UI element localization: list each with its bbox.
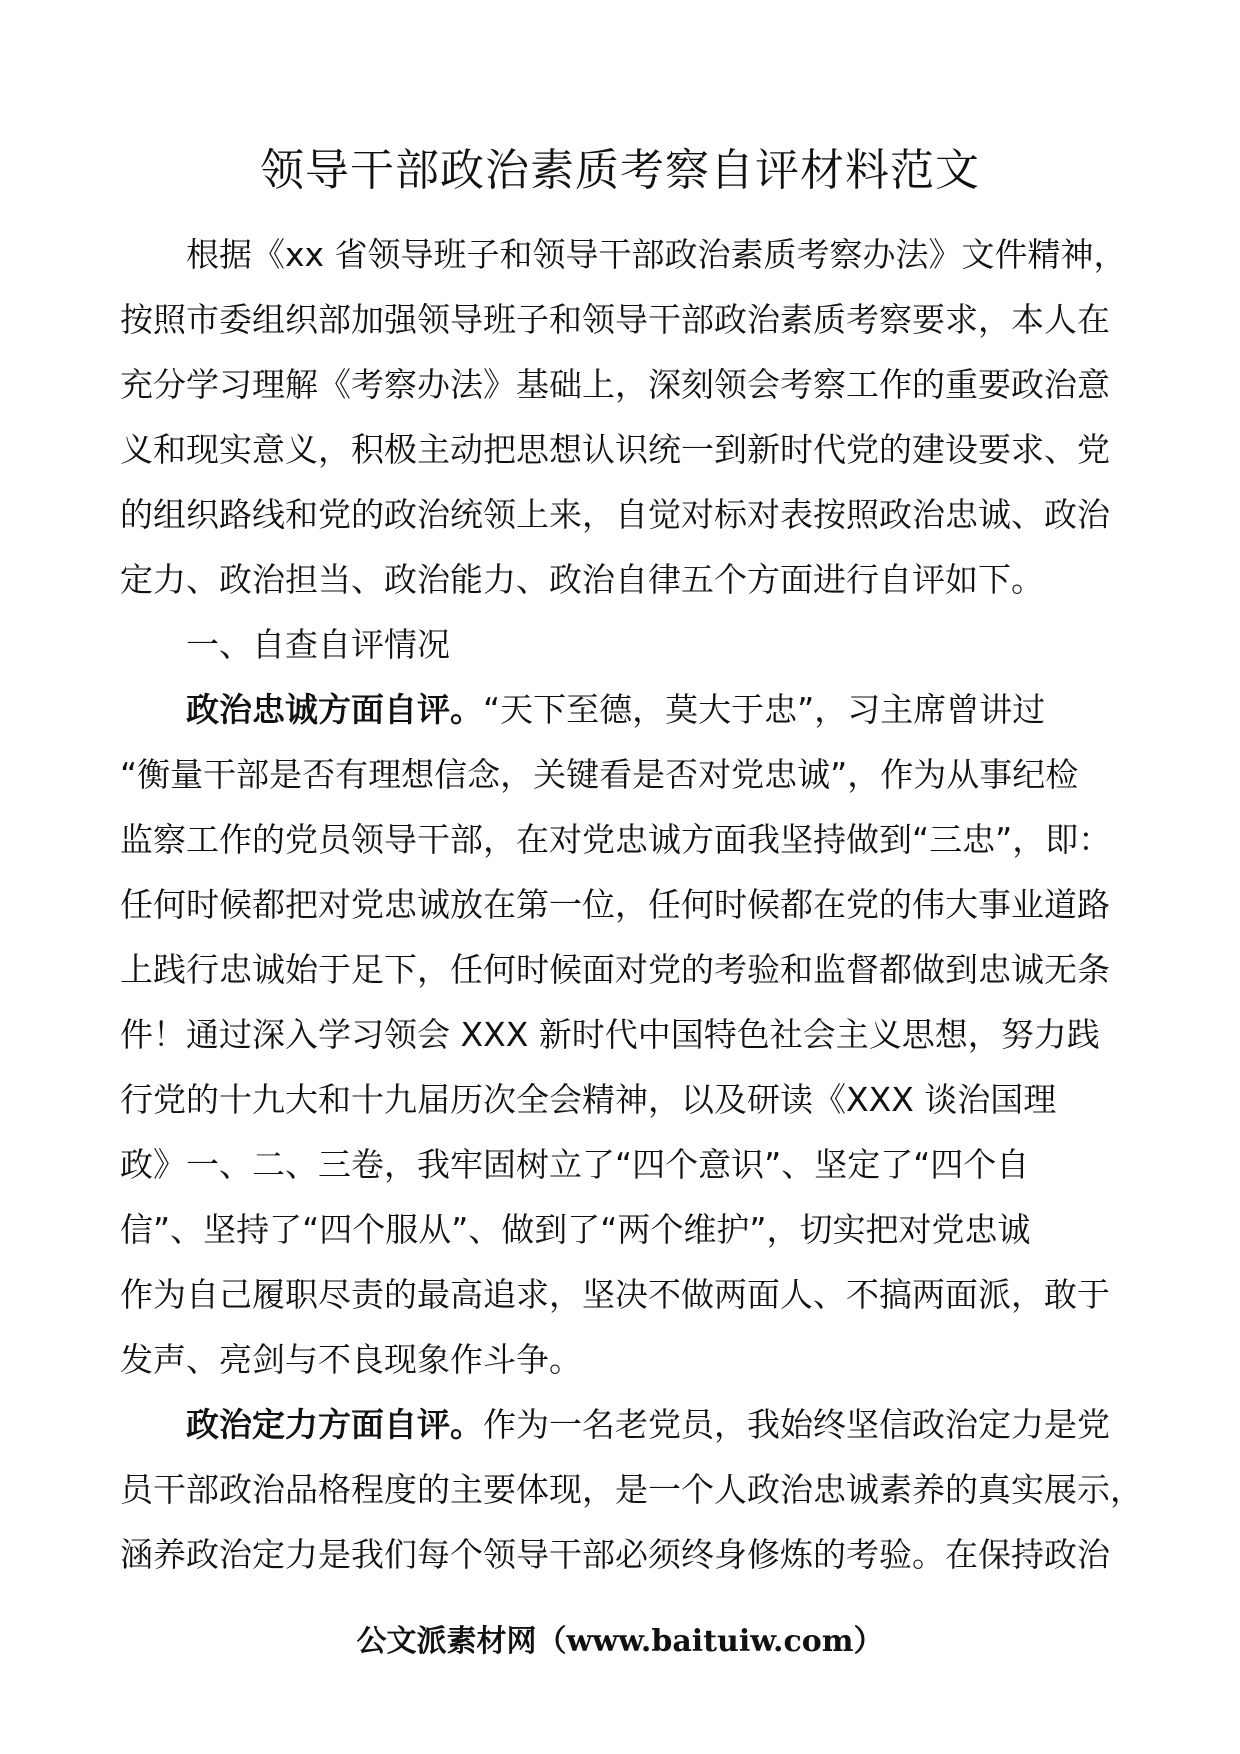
paragraph-line: 行党的十九大和十九届历次全会精神，以及研读《XXX 谈治国理 bbox=[120, 1080, 1057, 1119]
paragraph-line: 义和现实意义，积极主动把思想认识统一到新时代党的建设要求、党 bbox=[120, 430, 1110, 469]
paragraph-line: 发声、亮剑与不良现象作斗争。 bbox=[120, 1340, 582, 1379]
paragraph-line: 政》一、二、三卷，我牢固树立了“四个意识”、坚定了“四个自 bbox=[120, 1145, 1030, 1184]
paragraph-line: 按照市委组织部加强领导班子和领导干部政治素质考察要求，本人在 bbox=[120, 300, 1110, 339]
paragraph-line: 根据《xx 省领导班子和领导干部政治素质考察办法》文件精神， bbox=[186, 235, 1127, 274]
paragraph-line bbox=[120, 677, 1130, 742]
section-lead: 政治定力方面自评。 bbox=[186, 1405, 483, 1444]
paragraph-line bbox=[120, 1392, 1130, 1457]
paragraph-text: “天下至德，莫大于忠”，习主席曾讲过 bbox=[483, 690, 1046, 729]
paragraph-line: 定力、政治担当、政治能力、政治自律五个方面进行自评如下。 bbox=[120, 560, 1044, 599]
paragraph-line: 信”、坚持了“四个服从”、做到了“两个维护”，切实把对党忠诚 bbox=[120, 1210, 1031, 1249]
paragraph-line: 的组织路线和党的政治统领上来，自觉对标对表按照政治忠诚、政治 bbox=[120, 495, 1110, 534]
document-title: 领导干部政治素质考察自评材料范文 bbox=[260, 145, 980, 196]
paragraph-line: 员干部政治品格程度的主要体现，是一个人政治忠诚素养的真实展示， bbox=[120, 1470, 1143, 1509]
section-heading: 一、自查自评情况 bbox=[186, 625, 450, 664]
paragraph-line: 任何时候都把对党忠诚放在第一位，任何时候都在党的伟大事业道路 bbox=[120, 885, 1110, 924]
paragraph-line: 作为自己履职尽责的最高追求，坚决不做两面人、不搞两面派，敢于 bbox=[120, 1275, 1110, 1314]
document-body bbox=[120, 222, 1143, 1587]
paragraph-line: “衡量干部是否有理想信念，关键看是否对党忠诚”，作为从事纪检 bbox=[120, 755, 1079, 794]
paragraph-line: 监察工作的党员领导干部，在对党忠诚方面我坚持做到“三忠”，即： bbox=[120, 820, 1112, 859]
paragraph-line: 件！通过深入学习领会 XXX 新时代中国特色社会主义思想，努力践 bbox=[120, 1015, 1100, 1054]
footer-watermark-text: 公文派素材网（www.baituiw.com） bbox=[356, 1624, 884, 1659]
section-lead: 政治忠诚方面自评。 bbox=[186, 690, 483, 729]
paragraph-text: 作为一名老党员，我始终坚信政治定力是党 bbox=[483, 1405, 1110, 1444]
paragraph-line: 涵养政治定力是我们每个领导干部必须终身修炼的考验。在保持政治 bbox=[120, 1535, 1110, 1574]
paragraph-line: 充分学习理解《考察办法》基础上，深刻领会考察工作的重要政治意 bbox=[120, 365, 1110, 404]
paragraph-line: 上践行忠诚始于足下，任何时候面对党的考验和监督都做到忠诚无条 bbox=[120, 950, 1110, 989]
